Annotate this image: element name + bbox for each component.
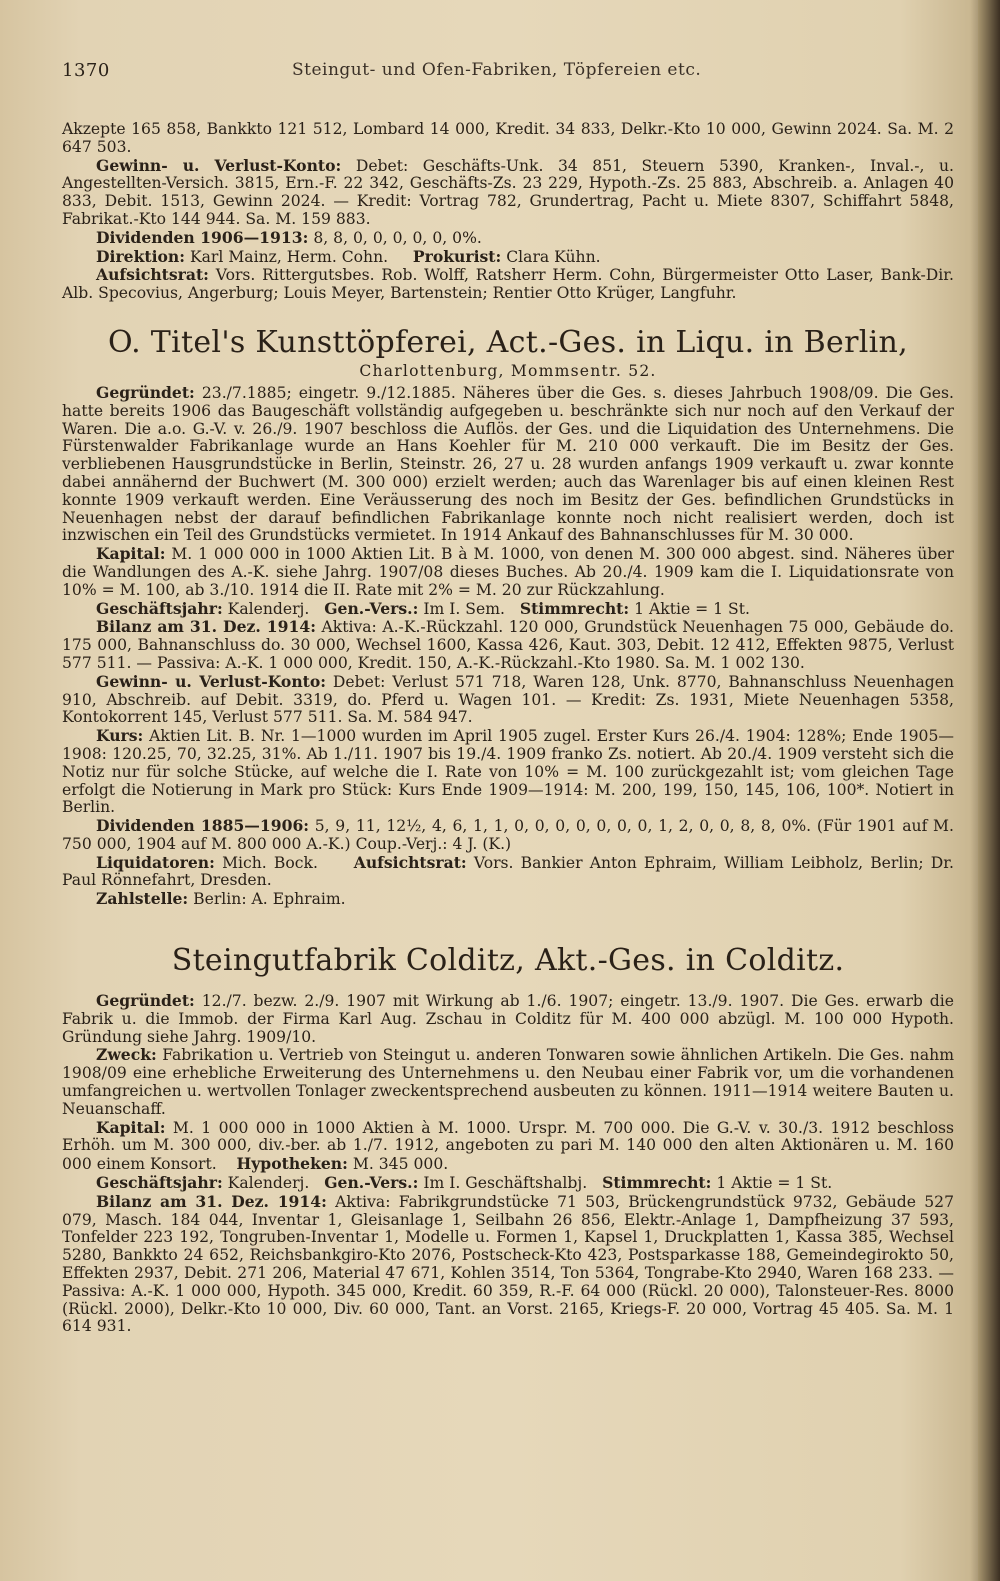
titel-guv-label: Gewinn- u. Verlust-Konto: [96,671,327,691]
titel-kapital [62,545,954,599]
colditz-geschaeftsjahr [62,1174,954,1193]
prev-div-text: 8, 8, 0, 0, 0, 0, 0, 0%. [313,228,482,247]
titel-bil-label: Bilanz am 31. Dez. 1914: [96,617,316,637]
page-number: 1370 [62,60,110,81]
titel-gv-text: Im I. Sem. [423,599,505,618]
page-edge-shadow [978,0,1000,1581]
prev-guv-label: Gewinn- u. Verlust-Konto: [96,155,342,175]
colditz-gegr-label: Gegründet: [96,991,195,1011]
colditz-gj-label: Geschäftsjahr: [96,1173,223,1193]
colditz-zweck-text: Fabrikation u. Vertrieb von Steingut u. anderen Tonwaren sowie ähnlichen Artikeln. Die Ges. nahm 1908/09 eine erhebliche Erweiterung des Unternehmens u. den Neubau einer Fabrik vor, um die vorhandenen umfangreichen u. wertvollen Tonlager zweckentsprechend ausbeuten zu können. 1911—1914 weitere Bauten u. Neuanschaff. [62,1046,954,1118]
titel-ar-text: Vors. Bankier Anton Ephraim, William Leibholz, Berlin; Dr. Paul Rönnefahrt, Dresden. [62,853,954,890]
colditz-gegr-text: 12./7. bezw. 2./9. 1907 mit Wirkung ab 1./6. 1907; eingetr. 13./9. 1907. Die Ges. erwarb die Fabrik u. die Immob. der Firma Karl Aug. Zschau in Colditz für M. 400 000 abzügl. M. 100 000 Hypoth. Gründung siehe Jahrg. 1909/10. [62,992,954,1046]
prev-div-label: Dividenden 1906—1913: [96,227,309,247]
prev-guv [62,157,954,229]
prev-direktion [62,248,954,267]
prev-ar-label: Aufsichtsrat: [96,265,209,285]
prev-guv-text: Debet: Geschäfts-Unk. 34 851, Steuern 5390, Kranken-, Inval.-, u. Angestellten-Versich. 3815, Ern.-F. 22 342, Geschäfts-Zs. 23 229, Hypoth.-Zs. 25 883, Abschreib. a. Anlagen 40 833, Debit. 1513, Gewinn 2024. — Kredit: Vortrag 782, Grundertrag, Pacht u. Miete 8307, Schiffahrt 5848, Fabrikat.-Kto 144 944. Sa. M. 159 883. [62,156,955,228]
titel-kurs-label: Kurs: [96,726,144,746]
colditz-gj-text: Kalenderj. [227,1174,310,1193]
colditz-hyp-text: M. 345 000. [352,1155,449,1174]
colditz-st-text: 1 Aktie = 1 St. [716,1174,833,1193]
colditz-kapital [62,1119,954,1174]
titel-guv-text: Debet: Verlust 571 718, Waren 128, Unk. 8770, Bahnanschluss Neuenhagen 910, Abschreib. auf Debit. 3319, do. Pferd u. Wagen 101. — Kredit: Zs. 1931, Miete Neuenhagen 5358, Kontokorrent 145, Verlust 577 511. Sa. M. 584 947. [62,672,954,727]
titel-kurs-text: Aktien Lit. B. Nr. 1—1000 wurden im April 1905 zugel. Erster Kurs 26./4. 1904: 128%; Ende 1905—1908: 120.25, 70, 32.25, 31%. Ab 1./11. 1907 bis 19./4. 1909 franko Zs. notiert. Ab 20./4. 1909 versteht sich die Notiz nur für solche Stücke, auf welche die I. Rate von 10% = M. 100 zurückgezahlt ist; vom gleichen Tage erfolgt die Notierung in Mark pro Stück: Kurs Ende 1909—1914: M. 200, 199, 150, 145, 106, 100*. Notiert in Berlin. [62,727,954,817]
colditz-bilanz [62,1193,954,1336]
titel-div-text: 5, 9, 11, 12½, 4, 6, 1, 1, 0, 0, 0, 0, 0, 0, 0, 1, 2, 0, 0, 8, 8, 0%. (Für 1901 auf M. 750 000, 1904 auf M. 800 000 A.-K.) Coup.-Verj.: 4 J. (K.) [62,817,954,853]
titel-kurs [62,727,954,817]
colditz-bil-label: Bilanz am 31. Dez. 1914: [96,1191,327,1211]
prev-dividends [62,229,954,248]
colditz-hyp-label: Hypotheken: [236,1154,348,1174]
titel-st-label: Stimmrecht: [519,598,630,618]
colditz-heading: Steingutfabrik Colditz, Akt.-Ges. in Colditz. [171,943,845,979]
titel-heading: O. Titel's Kunsttöpferei, Act.-Ges. in Liqu. in Berlin, [108,324,908,360]
colditz-bil-text: Aktiva: Fabrikgrundstücke 71 503, Brückengrundstück 9732, Gebäude 527 079, Masch. 184 044, Inventar 1, Gleisanlage 1, Seilbahn 26 856, Elektr.-Anlage 1, Dampfheizung 37 593, Tonfelder 223 192, Tongruben-Inventar 1, Modelle u. Formen 1, Kapsel 1, Druckplatten 1, Kassa 385, Wechsel 5280, Bankkto 24 652, Reichsbankgiro-Kto 2076, Postscheck-Kto 423, Postsparkasse 188, Gemeindegirokto 50, Effekten 2937, Debit. 271 206, Material 47 671, Kohlen 3514, Ton 5364, Tongrabe-Kto 2940, Waren 168 233. — Passiva: A.-K. 1 000 000, Hypoth. 345 000, Kredit. 60 359, R.-F. 64 000 (Rückl. 20 000), Talonsteuer-Res. 8000 (Rückl. 2000), Delkr.-Kto 10 000, Div. 60 000, Tant. an Vorst. 2165, Kriegs-F. 20 000, Vortrag 45 405. Sa. M. 1 614 931. [62,1192,954,1336]
colditz-zweck-label: Zweck: [96,1045,157,1065]
titel-bilanz [62,618,954,672]
titel-address: Charlottenburg, Mommsentr. 52. [359,361,657,380]
colditz-kap-text: M. 1 000 000 in 1000 Aktien à M. 1000. Urspr. M. 700 000. Die G.-V. v. 30./3. 1912 beschloss Erhöh. um M. 300 000, div.-ber. ab 1./7. 1912, angeboten zu pari M. 140 000 den alten Aktionären u. M. 160 000 einem Konsort. [62,1118,954,1174]
titel-gv-label: Gen.-Vers.: [324,598,419,618]
titel-zahl-text: Berlin: A. Ephraim. [193,890,346,909]
titel-bil-text: Aktiva: A.-K.-Rückzahl. 120 000, Grundstück Neuenhagen 75 000, Gebäude do. 175 000, Bahnanschluss do. 30 000, Wechsel 1600, Kassa 426, Kaut. 303, Debit. 12 412, Effekten 9875, Verlust 577 511. — Passiva: A.-K. 1 000 000, Kredit. 150, A.-K.-Rückzahl.-Kto 1980. Sa. M. 1 002 130. [62,618,954,672]
colditz-gegruendet [62,992,954,1046]
titel-ar-label: Aufsichtsrat: [353,852,467,872]
prev-text: Akzepte 165 858, Bankkto 121 512, Lombard 14 000, Kredit. 34 833, Delkr.-Kto 10 000, Gewinn 2024. Sa. M. 2 647 503. [62,120,954,156]
prev-aufsichtsrat [62,266,954,303]
prev-prok-label: Prokurist: [412,246,502,266]
content [62,60,954,1336]
running-header [62,60,954,81]
titel-gegruendet [62,384,954,545]
prev-prok-text: Clara Kühn. [506,247,601,266]
titel-liq-label: Liquidatoren: [96,852,215,872]
colditz-st-label: Stimmrecht: [602,1173,712,1193]
titel-liquidatoren [62,854,954,891]
titel-liq-text: Mich. Bock. [222,853,318,872]
titel-st-text: 1 Aktie = 1 St. [634,599,750,618]
prev-dir-text: Karl Mainz, Herm. Cohn. [189,247,389,266]
titel-kap-text: M. 1 000 000 in 1000 Aktien Lit. B à M. 1000, von denen M. 300 000 abgest. sind. Näheres über die Wandlungen des A.-K. siehe Jahrg. 1907/08 dieses Buches. Ab 20./4. 1909 kam die I. Liquidationsrate von 10% = M. 100, ab 3./10. 1914 die II. Rate mit 2% = M. 20 zur Rückzahlung. [62,545,954,599]
colditz-gv-text: Im I. Geschäftshalbj. [423,1174,588,1193]
titel-gj-text: Kalenderj. [227,599,310,618]
running-title: Steingut- und Ofen-Fabriken, Töpfereien etc. [292,60,702,80]
titel-guv [62,673,954,727]
titel-zahlstelle [62,890,954,909]
titel-gj-label: Geschäftsjahr: [96,598,223,618]
titel-gegr-label: Gegründet: [96,382,195,402]
titel-geschaeftsjahr [62,600,954,619]
prev-paragraph-1 [62,121,954,157]
prev-ar-text: Vors. Rittergutsbes. Rob. Wolff, Ratsherr Herm. Cohn, Bürgermeister Otto Laser, Bank-Dir. Alb. Specovius, Angerburg; Louis Meyer, Bartenstein; Rentier Otto Krüger, Langfuhr. [62,266,954,303]
colditz-kap-label: Kapital: [96,1117,166,1137]
titel-gegr-text: 23./7.1885; eingetr. 9./12.1885. Näheres über die Ges. s. dieses Jahrbuch 1908/09. Die Ges. hatte bereits 1906 das Baugeschäft vollständig aufgegeben u. beschränkte sich nur noch auf den Verkauf der Waren. Die a.o. G.-V. v. 26./9. 1907 beschloss die Auflös. der Ges. und die Liquidation des Unternehmens. Die Fürstenwalder Fabrikanlage wurde an Hans Koehler für M. 210 000 verkauft. Die im Besitz der Ges. verbliebenen Hausgrundstücke in Berlin, Steinstr. 26, 27 u. 28 wurden anfangs 1909 verkauft u. zwar konnte dabei annähernd der Buchwert (M. 300 000) erzielt werden; auch das Warenlager bis auf einen kleinen Rest konnte 1909 verkauft werden. Eine Veräusserung des noch im Besitz der Ges. befindlichen Grundstücks in Neuenhagen nebst der darauf befindlichen Fabrikanlage konnte noch nicht realisiert werden, doch ist inzwischen ein Teil des Grundstücks vermietet. In 1914 Ankauf des Bahnanschlusses für M. 30 000. [62,383,954,545]
titel-kap-label: Kapital: [96,544,166,564]
prev-dir-label: Direktion: [96,246,186,266]
colditz-zweck [62,1046,954,1118]
titel-zahl-label: Zahlstelle: [96,889,189,909]
titel-div-label: Dividenden 1885—1906: [96,816,310,836]
colditz-gv-label: Gen.-Vers.: [324,1173,419,1193]
titel-dividenden [62,817,954,854]
